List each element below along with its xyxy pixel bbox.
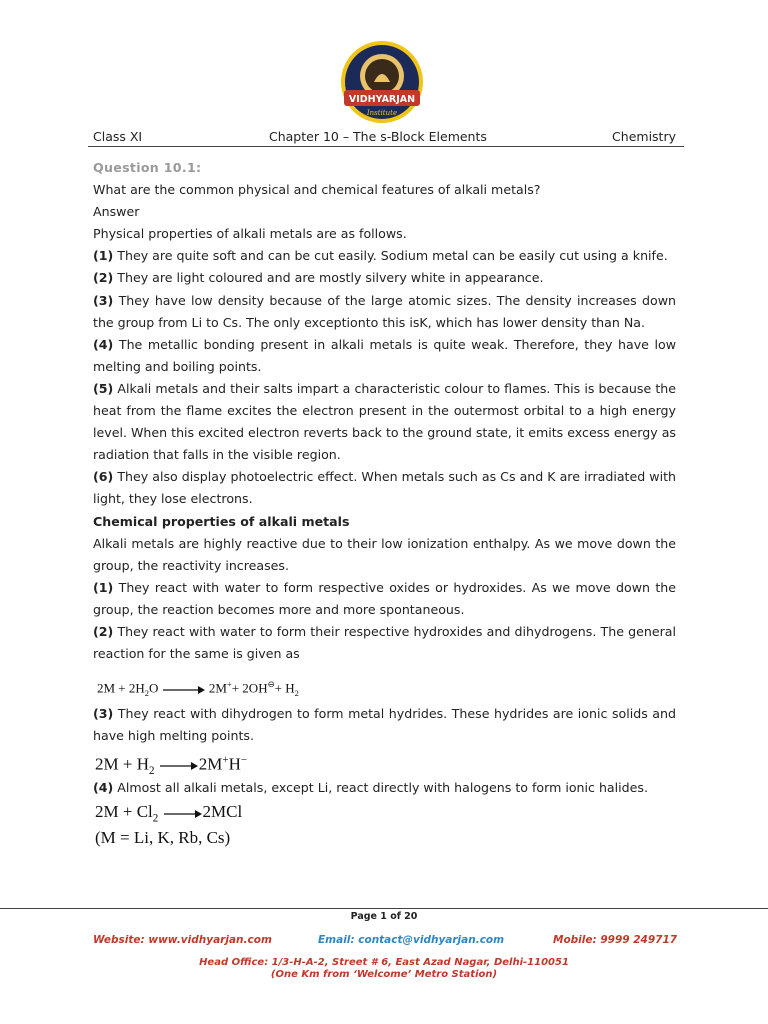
reaction-arrow-icon xyxy=(162,685,206,695)
chemical-heading: Chemical properties of alkali metals xyxy=(93,513,350,529)
document-body xyxy=(93,157,676,851)
physical-item: (5) Alkali metals and their salts impart a characteristic colour to flames. This is because the heat from the flame excites the electron present in the outermost orbital to a high energy level. When this excited electron reverts back to the ground state, it emits excess energy as radiation that falls in the visible region. xyxy=(93,380,676,463)
institute-logo xyxy=(338,38,426,126)
chemical-item: (2) They react with water to form their respective hydroxides and dihydrogens. The general reaction for the same is given as xyxy=(93,623,676,662)
physical-item: (6) They also display photoelectric effect. When metals such as Cs and K are irradiated with light, they lose electrons. xyxy=(93,469,676,507)
physical-item: (4) The metallic bonding present in alkali metals is quite weak. Therefore, they have low melting and boiling points. xyxy=(93,336,676,374)
logo-emblem-icon xyxy=(338,38,426,126)
chemical-item: (4) Almost all alkali metals, except Li, react directly with halogens to form ionic halides. xyxy=(93,780,648,796)
class-label: Class XI xyxy=(93,129,143,144)
physical-item: (1) They are quite soft and can be cut easily. Sodium metal can be easily cut using a knife. xyxy=(93,248,668,264)
office-landmark: (One Km from ‘Welcome’ Metro Station) xyxy=(270,969,498,980)
chapter-title: Chapter 10 – The s-Block Elements xyxy=(269,129,487,144)
page-number: Page 1 of 20 xyxy=(350,911,418,922)
physical-item: (3) They have low density because of the large atomic sizes. The density increases down the group from Li to Cs. The only exceptionto this isK, which has lower density than Na. xyxy=(93,292,676,330)
page-header xyxy=(93,129,683,145)
chemical-item: (1) They react with water to form respective oxides or hydroxides. As we move down the group, the reaction becomes more and more spontaneous. xyxy=(93,579,676,617)
subject-label: Chemistry xyxy=(612,129,676,144)
svg-text:Institute: Institute xyxy=(366,109,398,117)
website-link[interactable]: Website: www.vidhyarjan.com xyxy=(93,934,272,946)
chemical-intro: Alkali metals are highly reactive due to their low ionization enthalpy. As we move down the group, the reactivity increases. xyxy=(93,535,676,573)
equation-halide: $2M + Cl_2$ 2MCl xyxy=(95,802,243,825)
chemical-item: (3) They react with dihydrogen to form metal hydrides. These hydrides are ionic solids and have high melting points. xyxy=(93,706,676,744)
equation-hydride: $2M + H_2$ 2M+H− xyxy=(95,754,248,778)
question-text: What are the common physical and chemical features of alkali metals? xyxy=(93,182,541,198)
equation-water-reaction: $2M + 2H_2O$ $2M^++ 2OH^⊖+ H_2$ xyxy=(97,679,299,699)
svg-text:VIDHYARJAN: VIDHYARJAN xyxy=(348,94,416,105)
reaction-arrow-icon xyxy=(159,761,199,771)
mobile-number: Mobile: 9999 249717 xyxy=(553,934,678,946)
footer-divider xyxy=(0,908,768,909)
physical-item: (2) They are light coloured and are mostly silvery white in appearance. xyxy=(93,270,544,286)
head-office-address: Head Office: 1/3-H-A-2, Street # 6, East Azad Nagar, Delhi-110051 xyxy=(199,957,569,968)
metal-note: (M = Li, K, Rb, Cs) xyxy=(95,828,231,848)
email-link[interactable]: Email: contact@vidhyarjan.com xyxy=(318,934,505,946)
answer-label: Answer xyxy=(93,204,140,220)
header-divider xyxy=(88,146,684,147)
reaction-arrow-icon xyxy=(163,809,203,819)
question-title: Question 10.1: xyxy=(93,160,202,175)
physical-intro: Physical properties of alkali metals are as follows. xyxy=(93,226,407,242)
